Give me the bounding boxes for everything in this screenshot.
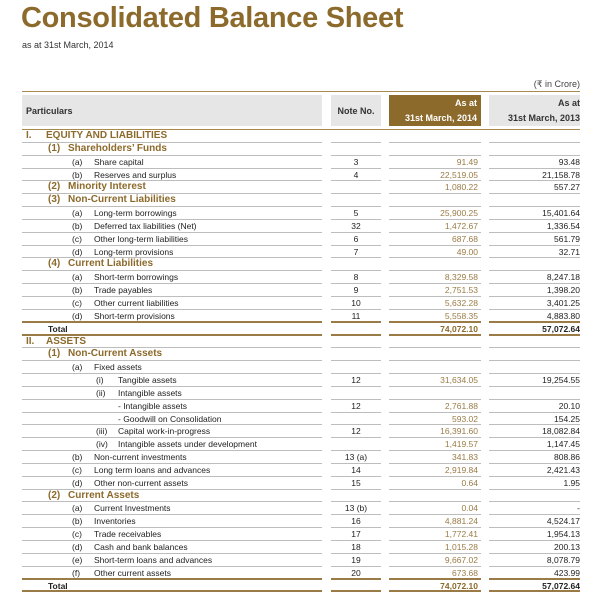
value-2014-cell: 74,072.10 <box>389 323 481 336</box>
particulars-cell <box>22 425 322 438</box>
table-row <box>0 567 602 580</box>
item-number: (a) <box>72 156 83 167</box>
value-2014-cell: 4,881.24 <box>389 515 481 528</box>
note-no-cell <box>331 580 381 593</box>
item-number: (1) <box>48 142 61 154</box>
value-2013-cell: 18,082.84 <box>489 425 580 438</box>
table-row <box>0 413 602 426</box>
item-number: (c) <box>72 464 82 475</box>
note-no-cell: 4 <box>331 169 381 182</box>
particulars-cell <box>22 413 322 426</box>
particulars-cell <box>22 541 322 554</box>
note-no-cell: 10 <box>331 297 381 310</box>
item-number: (1) <box>48 348 61 360</box>
value-2013-cell <box>489 130 580 143</box>
item-label: Share capital <box>94 156 144 167</box>
item-number: (a) <box>72 503 83 514</box>
item-label: Short-term loans and advances <box>94 554 213 565</box>
table-row <box>0 181 602 194</box>
item-label: Reserves and surplus <box>94 169 177 180</box>
note-no-cell: 7 <box>331 246 381 259</box>
note-no-cell: 12 <box>331 425 381 438</box>
total-row <box>0 580 602 593</box>
value-2013-cell: 4,883.80 <box>489 310 580 323</box>
particulars-cell <box>22 554 322 567</box>
table-row <box>0 284 602 297</box>
column-header-particulars-label: Particulars <box>26 105 73 116</box>
table-row <box>0 387 602 400</box>
item-label: Non-Current Liabilities <box>68 194 176 206</box>
value-2013-cell: 561.79 <box>489 233 580 246</box>
item-label: Long term loans and advances <box>94 464 211 475</box>
note-no-cell <box>331 413 381 426</box>
column-header-2014-line2: 31st March, 2014 <box>404 112 477 123</box>
note-no-cell <box>331 336 381 349</box>
item-number: (a) <box>72 208 83 219</box>
item-label: Intangible assets under development <box>118 439 257 450</box>
currency-unit-label: (₹ in Crore) <box>533 79 580 89</box>
table-row <box>0 451 602 464</box>
item-number: (2) <box>48 181 61 193</box>
value-2013-cell: 1,336.54 <box>489 220 580 233</box>
note-no-cell: 20 <box>331 567 381 580</box>
note-no-cell <box>331 490 381 503</box>
particulars-cell <box>22 477 322 490</box>
value-2013-cell <box>489 387 580 400</box>
table-row <box>0 271 602 284</box>
column-header-particulars <box>22 95 322 126</box>
table-row <box>0 233 602 246</box>
item-number: (d) <box>72 477 83 488</box>
particulars-cell <box>22 246 322 259</box>
value-2014-cell: 2,751.53 <box>389 284 481 297</box>
particulars-cell <box>22 271 322 284</box>
section-number: II. <box>26 335 35 347</box>
table-row <box>0 310 602 323</box>
column-header-2013-line2: 31st March, 2013 <box>507 112 580 123</box>
item-label: Shareholders’ Funds <box>68 142 167 154</box>
value-2014-cell: 593.02 <box>389 413 481 426</box>
item-number: (e) <box>72 554 83 565</box>
value-2014-cell: 49.00 <box>389 246 481 259</box>
item-label: Inventories <box>94 516 136 527</box>
item-label: Long-term provisions <box>94 246 174 257</box>
note-no-cell: 19 <box>331 554 381 567</box>
table-row <box>0 541 602 554</box>
value-2013-cell: 8,078.79 <box>489 554 580 567</box>
note-no-cell <box>331 438 381 451</box>
page-title: Consolidated Balance Sheet <box>21 2 404 34</box>
table-row <box>0 297 602 310</box>
particulars-cell <box>22 528 322 541</box>
table-row <box>0 246 602 259</box>
item-label: Short-term provisions <box>94 310 175 321</box>
column-header-2013-line1: As at <box>557 97 580 108</box>
item-label: Minority Interest <box>68 181 146 193</box>
item-label: Other current assets <box>94 567 172 578</box>
value-2014-cell: 91.49 <box>389 156 481 169</box>
value-2014-cell: 16,391.60 <box>389 425 481 438</box>
item-number: (c) <box>72 297 82 308</box>
value-2014-cell <box>389 336 481 349</box>
item-number: (c) <box>72 529 82 540</box>
table-row <box>0 336 602 349</box>
particulars-cell <box>22 181 322 194</box>
table-row <box>0 554 602 567</box>
note-no-cell: 16 <box>331 515 381 528</box>
item-label: Long-term borrowings <box>94 208 177 219</box>
item-label: Fixed assets <box>94 362 142 373</box>
balance-sheet-table <box>0 130 602 592</box>
item-number: (b) <box>72 516 83 527</box>
value-2014-cell: 1,472.67 <box>389 220 481 233</box>
value-2013-cell <box>489 490 580 503</box>
value-2013-cell: 4,524.17 <box>489 515 580 528</box>
item-label: Trade payables <box>94 285 153 296</box>
value-2014-cell: 31,634.05 <box>389 374 481 387</box>
value-2014-cell: 5,558.35 <box>389 310 481 323</box>
note-no-cell <box>331 387 381 400</box>
column-header-note-no-label: Note No. <box>337 105 375 116</box>
total-row <box>0 323 602 336</box>
particulars-cell <box>22 156 322 169</box>
particulars-cell <box>22 143 322 156</box>
table-row <box>0 400 602 413</box>
particulars-cell <box>22 374 322 387</box>
item-number: (i) <box>96 375 104 386</box>
value-2013-cell: 15,401.64 <box>489 207 580 220</box>
value-2013-cell: 93.48 <box>489 156 580 169</box>
table-row <box>0 438 602 451</box>
note-no-cell: 13 (b) <box>331 502 381 515</box>
item-label: Other current liabilities <box>94 297 179 308</box>
value-2013-cell <box>489 361 580 374</box>
item-label: Current Investments <box>94 503 171 514</box>
table-row <box>0 258 602 271</box>
value-2014-cell <box>389 387 481 400</box>
page-subtitle: as at 31st March, 2014 <box>22 40 114 50</box>
particulars-cell <box>22 297 322 310</box>
value-2014-cell: 0.64 <box>389 477 481 490</box>
column-header-note-no <box>331 95 381 126</box>
item-label: Short-term borrowings <box>94 272 179 283</box>
note-no-cell: 11 <box>331 310 381 323</box>
value-2013-cell: 57,072.64 <box>489 323 580 336</box>
item-number: (iii) <box>96 426 108 437</box>
particulars-cell <box>22 451 322 464</box>
value-2014-cell: 8,329.58 <box>389 271 481 284</box>
value-2013-cell: 1,398.20 <box>489 284 580 297</box>
table-row <box>0 464 602 477</box>
particulars-cell <box>22 438 322 451</box>
value-2013-cell: 19,254.55 <box>489 374 580 387</box>
particulars-cell <box>22 490 322 503</box>
item-label: Non-current investments <box>94 452 187 463</box>
table-row <box>0 207 602 220</box>
particulars-cell <box>22 400 322 413</box>
table-row <box>0 156 602 169</box>
value-2013-cell: 2,421.43 <box>489 464 580 477</box>
value-2013-cell: 557.27 <box>489 181 580 194</box>
item-label: EQUITY AND LIABILITIES <box>46 130 168 141</box>
table-row <box>0 515 602 528</box>
item-label: ASSETS <box>46 335 87 347</box>
value-2013-cell: 3,401.25 <box>489 297 580 310</box>
value-2014-cell: 5,632.28 <box>389 297 481 310</box>
value-2013-cell: - <box>489 502 580 515</box>
particulars-cell <box>22 464 322 477</box>
particulars-cell <box>22 310 322 323</box>
item-number: (a) <box>72 362 83 373</box>
note-no-cell <box>331 323 381 336</box>
item-number: (c) <box>72 233 82 244</box>
value-2013-cell: 200.13 <box>489 541 580 554</box>
item-number: (d) <box>72 310 83 321</box>
table-row <box>0 425 602 438</box>
item-number: (d) <box>72 542 83 552</box>
value-2014-cell: 1,772.41 <box>389 528 481 541</box>
value-2013-cell <box>489 194 580 207</box>
value-2014-cell: 1,015.28 <box>389 541 481 554</box>
item-number: (f) <box>72 567 81 578</box>
item-label: Intangible assets <box>118 387 182 398</box>
value-2014-cell: 2,761.88 <box>389 400 481 413</box>
column-header-2014-line1: As at <box>454 97 477 108</box>
item-number: (ii) <box>96 387 106 398</box>
value-2014-cell: 0.04 <box>389 502 481 515</box>
value-2014-cell: 25,900.25 <box>389 207 481 220</box>
item-label: Total <box>48 580 68 591</box>
note-no-cell: 6 <box>331 233 381 246</box>
particulars-cell <box>22 323 322 336</box>
item-label: - Intangible assets <box>118 400 187 411</box>
particulars-cell <box>22 502 322 515</box>
item-label: Cash and bank balances <box>94 542 188 552</box>
particulars-cell <box>22 580 322 593</box>
value-2013-cell <box>489 336 580 349</box>
item-label: Deferred tax liabilities (Net) <box>94 220 197 231</box>
value-2014-cell: 1,419.57 <box>389 438 481 451</box>
note-no-cell: 8 <box>331 271 381 284</box>
value-2013-cell: 808.86 <box>489 451 580 464</box>
value-2014-cell <box>389 143 481 156</box>
value-2013-cell <box>489 143 580 156</box>
value-2014-cell: 1,080.22 <box>389 181 481 194</box>
table-row <box>0 490 602 503</box>
note-no-cell: 13 (a) <box>331 451 381 464</box>
value-2014-cell <box>389 348 481 361</box>
value-2014-cell: 687.68 <box>389 233 481 246</box>
value-2013-cell: 8,247.18 <box>489 271 580 284</box>
table-row <box>0 348 602 361</box>
table-row <box>0 502 602 515</box>
particulars-cell <box>22 348 322 361</box>
particulars-cell <box>22 515 322 528</box>
table-row <box>0 220 602 233</box>
value-2013-cell: 154.25 <box>489 413 580 426</box>
particulars-cell <box>22 361 322 374</box>
particulars-cell <box>22 567 322 580</box>
column-header-2014 <box>389 95 481 126</box>
item-label: Non-Current Assets <box>68 348 163 360</box>
note-no-cell <box>331 194 381 207</box>
table-row <box>0 143 602 156</box>
particulars-cell <box>22 207 322 220</box>
value-2013-cell: 1,954.13 <box>489 528 580 541</box>
item-number: (iv) <box>96 439 108 450</box>
item-number: (b) <box>72 452 83 463</box>
value-2014-cell <box>389 490 481 503</box>
value-2013-cell: 1.95 <box>489 477 580 490</box>
item-label: Current Assets <box>68 489 140 501</box>
particulars-cell <box>22 220 322 233</box>
note-no-cell: 12 <box>331 400 381 413</box>
table-row <box>0 169 602 182</box>
note-no-cell: 5 <box>331 207 381 220</box>
item-label: Current Liabilities <box>68 258 154 270</box>
item-label: - Goodwill on Consolidation <box>118 413 222 424</box>
particulars-cell <box>22 258 322 271</box>
note-no-cell <box>331 130 381 143</box>
value-2014-cell <box>389 361 481 374</box>
note-no-cell <box>331 143 381 156</box>
particulars-cell <box>22 284 322 297</box>
note-no-cell <box>331 258 381 271</box>
item-number: (3) <box>48 194 61 206</box>
note-no-cell: 9 <box>331 284 381 297</box>
value-2014-cell: 74,072.10 <box>389 580 481 593</box>
note-no-cell: 3 <box>331 156 381 169</box>
table-row <box>0 374 602 387</box>
table-row <box>0 477 602 490</box>
value-2013-cell: 20.10 <box>489 400 580 413</box>
column-header-2013 <box>489 95 580 126</box>
item-label: Trade receivables <box>94 529 162 540</box>
value-2014-cell <box>389 194 481 207</box>
note-no-cell <box>331 361 381 374</box>
section-number: I. <box>26 130 32 141</box>
item-number: (b) <box>72 285 83 296</box>
table-row <box>0 528 602 541</box>
note-no-cell: 18 <box>331 541 381 554</box>
value-2014-cell <box>389 130 481 143</box>
value-2014-cell: 673.68 <box>389 567 481 580</box>
particulars-cell <box>22 169 322 182</box>
value-2014-cell: 341.83 <box>389 451 481 464</box>
header-top-rule <box>22 91 580 92</box>
value-2013-cell: 423.99 <box>489 567 580 580</box>
item-number: (2) <box>48 489 61 501</box>
item-number: (b) <box>72 220 83 231</box>
value-2014-cell: 22,519.05 <box>389 169 481 182</box>
note-no-cell: 12 <box>331 374 381 387</box>
note-no-cell: 14 <box>331 464 381 477</box>
note-no-cell: 15 <box>331 477 381 490</box>
item-label: Tangible assets <box>118 375 177 386</box>
particulars-cell <box>22 336 322 349</box>
value-2013-cell <box>489 258 580 271</box>
value-2014-cell: 2,919.84 <box>389 464 481 477</box>
value-2014-cell: 9,667.02 <box>389 554 481 567</box>
note-no-cell <box>331 181 381 194</box>
table-row <box>0 361 602 374</box>
item-label: Capital work-in-progress <box>118 426 211 437</box>
particulars-cell <box>22 387 322 400</box>
value-2013-cell: 57,072.64 <box>489 580 580 593</box>
item-label: Other long-term liabilities <box>94 233 189 244</box>
value-2014-cell <box>389 258 481 271</box>
item-label: Other non-current assets <box>94 477 189 488</box>
value-2013-cell <box>489 348 580 361</box>
item-number: (4) <box>48 258 61 270</box>
particulars-cell <box>22 130 322 143</box>
note-no-cell: 32 <box>331 220 381 233</box>
value-2013-cell: 1,147.45 <box>489 438 580 451</box>
item-number: (b) <box>72 169 83 180</box>
table-row <box>0 194 602 207</box>
table-row <box>0 130 602 143</box>
note-no-cell <box>331 348 381 361</box>
item-number: (a) <box>72 272 83 283</box>
value-2013-cell: 21,158.78 <box>489 169 580 182</box>
particulars-cell <box>22 194 322 207</box>
particulars-cell <box>22 233 322 246</box>
item-label: Total <box>48 323 68 334</box>
item-number: (d) <box>72 246 83 257</box>
value-2013-cell: 32.71 <box>489 246 580 259</box>
note-no-cell: 17 <box>331 528 381 541</box>
